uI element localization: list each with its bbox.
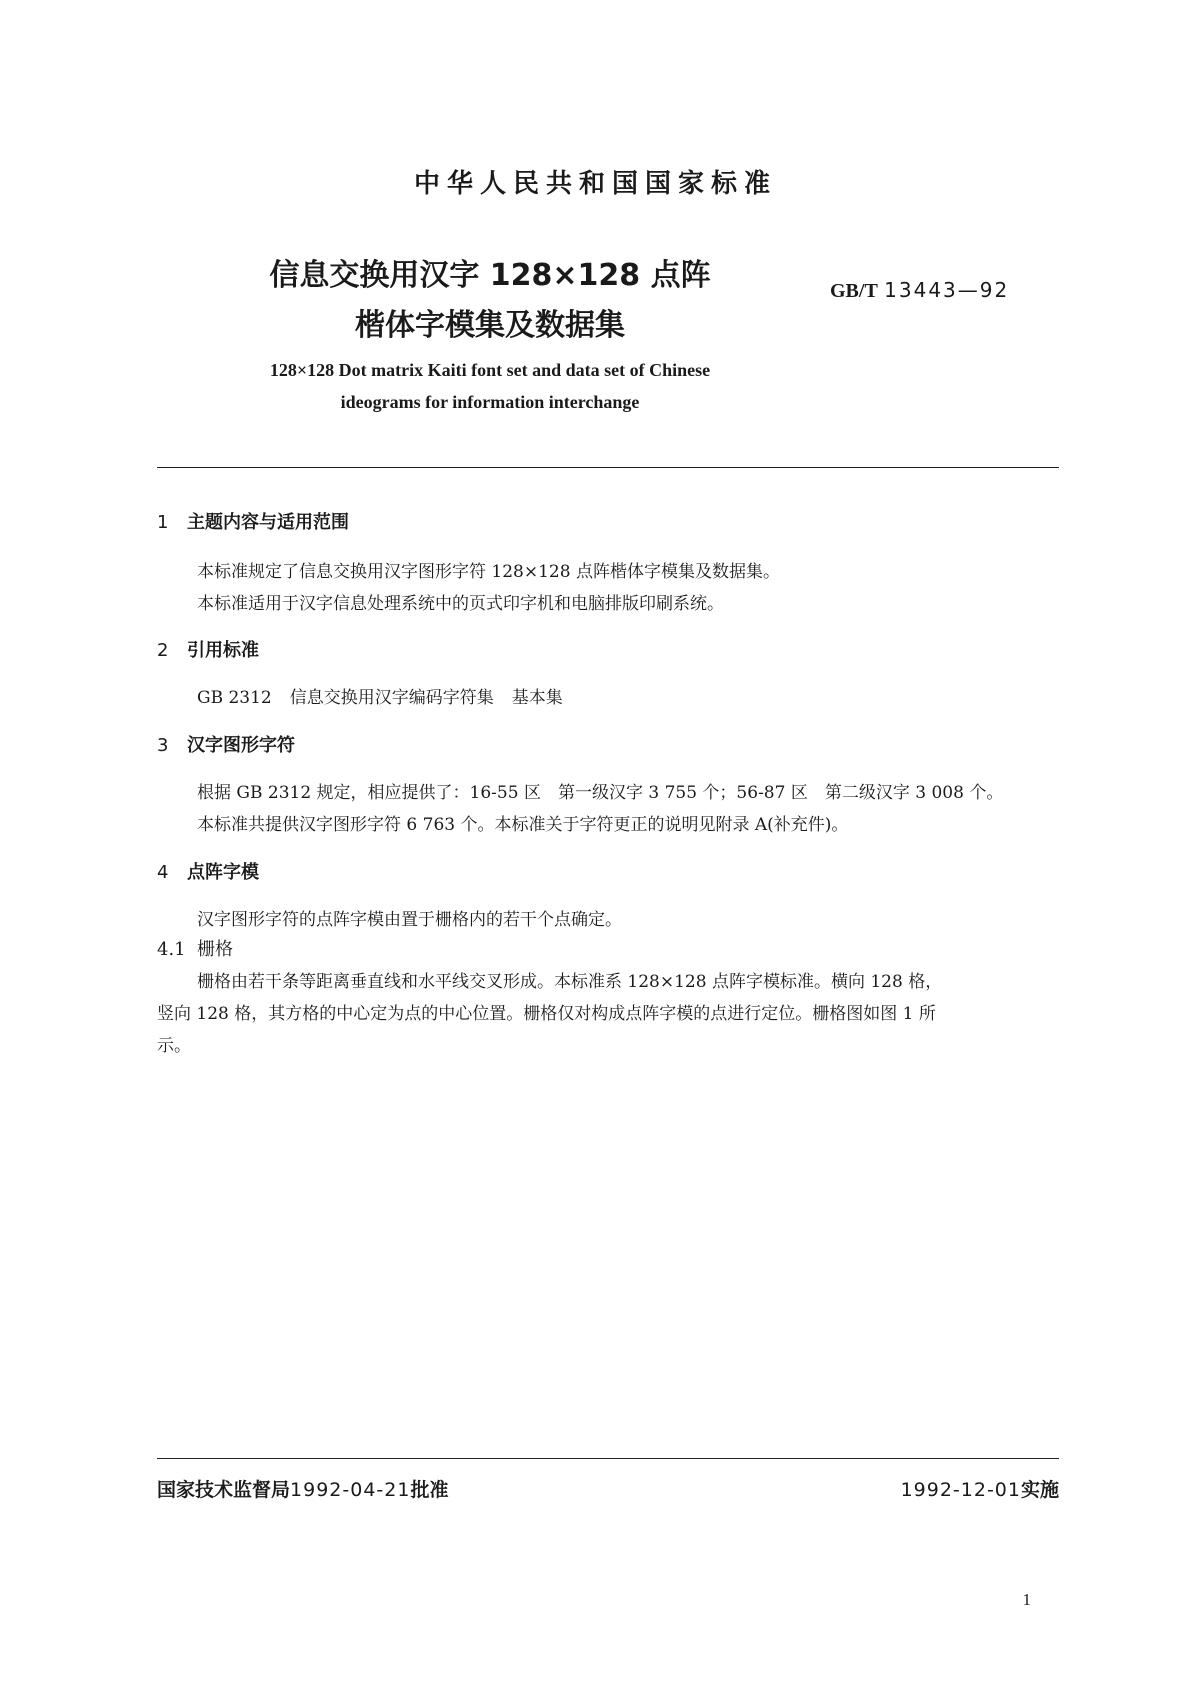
approval-org: 国家技术监督局 <box>157 1479 291 1501</box>
document-title-line-1: 信息交换用汉字 128×128 点阵 <box>269 258 711 293</box>
section-4-1-paragraph-line-2: 竖向 128 格，其方格的中心定为点的中心位置。栅格仅对构成点阵字模的点进行定位。栅格图如图 1 所 <box>157 1004 936 1024</box>
standard-code: GB/T <box>830 280 878 302</box>
section-2-heading <box>157 636 259 662</box>
section-2-title: 引用标准 <box>187 640 259 661</box>
section-2-number: 2 <box>157 640 169 661</box>
section-1-paragraph-2: 本标准适用于汉字信息处理系统中的页式印字机和电脑排版印刷系统。 <box>197 594 724 614</box>
header-divider <box>157 467 1059 468</box>
reference-part: 基本集 <box>511 688 563 708</box>
document-title-line-2: 楷体字模集及数据集 <box>355 308 625 343</box>
page-number: 1 <box>1022 1590 1031 1609</box>
section-3-paragraph-2: 本标准共提供汉字图形字符 6 763 个。本标准关于字符更正的说明见附录 A(补充件)。 <box>197 815 849 835</box>
english-title-line-1: 128×128 Dot matrix Kaiti font set and data set of Chinese <box>269 360 711 380</box>
implementation-date: 1992-12-01 <box>900 1479 1021 1501</box>
section-4-1-paragraph-line-1: 栅格由若干条等距离垂直线和水平线交叉形成。本标准系 128×128 点阵字模标准。横向 128 格， <box>197 972 943 992</box>
section-3-paragraph-1: 根据 GB 2312 规定，相应提供了：16-55 区 第一级汉字 3 755 个；56-87 区 第二级汉字 3 008 个。 <box>197 783 1004 803</box>
standard-num: 13443—92 <box>884 278 1010 302</box>
normative-reference <box>197 683 563 708</box>
standard-number <box>830 278 1009 303</box>
section-4-1-number: 4.1 <box>157 939 186 960</box>
section-3-number: 3 <box>157 735 169 756</box>
section-3-heading <box>157 731 295 757</box>
reference-code: GB 2312 <box>197 688 272 708</box>
national-standard-header: 中华人民共和国国家标准 <box>413 169 777 199</box>
reference-title: 信息交换用汉字编码字符集 <box>289 688 494 708</box>
english-title-line-2: ideograms for information interchange <box>340 392 640 412</box>
approval-date: 1992-04-21 <box>290 1479 411 1501</box>
section-1-heading <box>157 508 349 534</box>
section-4-number: 4 <box>157 862 169 883</box>
approval-info <box>157 1475 448 1502</box>
section-4-paragraph-1: 汉字图形字符的点阵字模由置于栅格内的若干个点确定。 <box>197 910 622 930</box>
section-4-1-title: 栅格 <box>197 939 233 960</box>
implementation-info <box>901 1475 1059 1502</box>
section-4-1-heading <box>157 935 233 961</box>
section-4-title: 点阵字模 <box>187 862 259 883</box>
section-4-heading <box>157 858 259 884</box>
section-1-title: 主题内容与适用范围 <box>187 512 349 533</box>
footer-divider <box>157 1458 1059 1459</box>
approval-suffix: 批准 <box>410 1479 449 1501</box>
implementation-suffix: 实施 <box>1020 1479 1059 1501</box>
section-4-1-paragraph-line-3: 示。 <box>157 1036 191 1056</box>
section-3-title: 汉字图形字符 <box>187 735 295 756</box>
section-1-number: 1 <box>157 512 169 533</box>
section-1-paragraph-1: 本标准规定了信息交换用汉字图形字符 128×128 点阵楷体字模集及数据集。 <box>197 562 780 582</box>
